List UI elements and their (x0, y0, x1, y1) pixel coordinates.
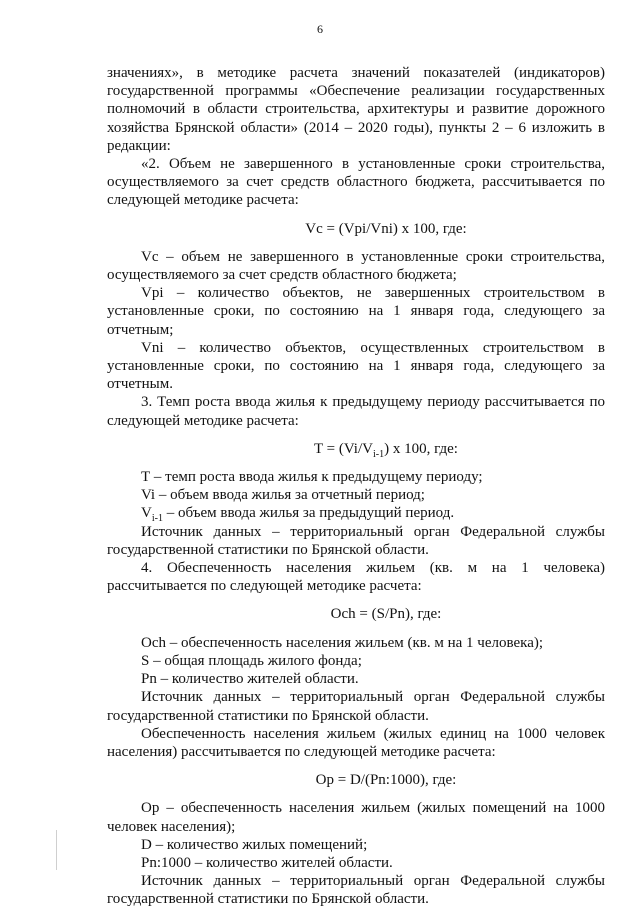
item4b-def-d: D – количество жилых помещений; (141, 836, 368, 853)
item3-def3-sub: i-1 (151, 513, 163, 525)
item2-def-vni: Vni – количество объектов, осуществленных строительством в установленные сроки, по состоянию на 1 января года, следующего за отчетным. (107, 339, 605, 393)
item4-def-pn: Pn – количество жителей области. (141, 671, 359, 688)
item3-def3-main: V (141, 505, 152, 522)
item4b-source: Источник данных – территориальный орган Федеральной службы государственной статистики по Брянской области. (107, 873, 605, 908)
item3-heading: 3. Темп роста ввода жилья к предыдущему периоду рассчитывается по следующей методике расчета: (107, 394, 605, 429)
item4b-formula: Op = D/(Pn:1000), где: (315, 772, 457, 789)
item4b-def-pn: Pn:1000 – количество жителей области. (141, 854, 393, 871)
item2-heading: «2. Объем не завершенного в установленные сроки строительства, осуществляемого за счет средств областного бюджета, рассчитывается по следующей методике расчета: (107, 156, 605, 209)
item4-heading: 4. Обеспеченность населения жильем (кв. м на 1 человека) рассчитывается по следующей методике расчета: (107, 560, 605, 595)
item4b-heading: Обеспеченность населения жильем (жилых единиц на 1000 человек населения) рассчитывается по следующей методике расчета: (107, 725, 605, 760)
item3-def-vi1 (107, 504, 605, 525)
item3-formula (107, 440, 605, 458)
item3-def-vi: Vi – объем ввода жилья за отчетный период; (141, 487, 425, 504)
scan-artifact-line (56, 830, 57, 870)
item3-formula-main: T = (Vi/V (314, 440, 373, 457)
document-body (107, 64, 605, 909)
item3-source: Источник данных – территориальный орган Федеральной службы государственной статистики по Брянской области. (107, 523, 605, 558)
item2-formula: Vc = (Vpi/Vni) x 100, где: (305, 220, 467, 237)
item4b-def-op: Op – обеспеченность населения жильем (жилых помещений на 1000 человек населения); (107, 800, 605, 835)
item3-def3-tail: – объем ввода жилья за предыдущий период. (162, 505, 455, 522)
item2-def-vc: Vc – объем не завершенного в установленные сроки строительства, осуществляемого за счет средств областного бюджета; (107, 248, 605, 284)
item4-formula: Och = (S/Pn), где: (330, 606, 442, 623)
item4-def-s: S – общая площадь жилого фонда; (141, 652, 362, 669)
intro-paragraph: значениях», в методике расчета значений показателей (индикаторов) государственной программы «Обеспечение реализации государственных полномочий в области строительства, архитектуры и развитие дорожного хозяйства Брянской области» (2014 – 2020 годы), пункты 2 – 6 изложить в редакции: (107, 65, 605, 154)
item2-def-vpi: Vpi – количество объектов, не завершенных строительством в установленные сроки, по состоянию на 1 января года, следующего за отчетным; (107, 285, 605, 338)
item3-def-t: Т – темп роста ввода жилья к предыдущему периоду; (141, 469, 483, 486)
page-number: 6 (317, 22, 323, 36)
item3-formula-tail: ) x 100, где: (384, 440, 458, 457)
item4-def-och: Och – обеспеченность населения жильем (кв. м на 1 человека); (141, 634, 544, 651)
item3-formula-sub: i-1 (372, 448, 385, 460)
item4-source: Источник данных – территориальный орган Федеральной службы государственной статистики по Брянской области. (107, 689, 605, 724)
